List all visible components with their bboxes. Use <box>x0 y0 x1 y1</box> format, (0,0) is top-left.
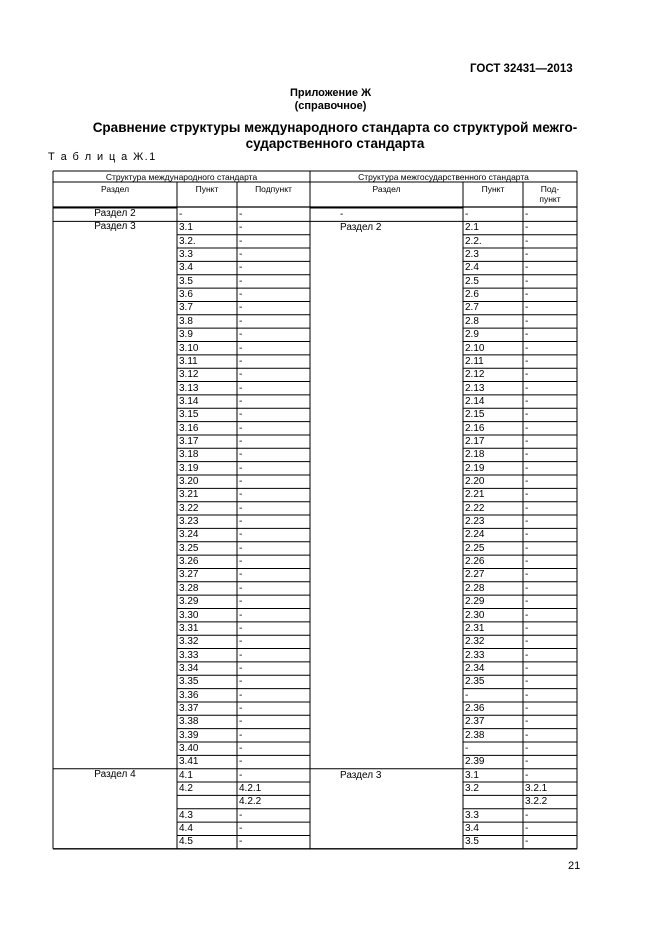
subclause-right-cell: - <box>525 689 529 701</box>
clause-left-cell: 3.13 <box>179 382 199 394</box>
subclause-left-cell: - <box>239 382 243 394</box>
subclause-left-cell: - <box>239 716 243 728</box>
subclause-left-cell: - <box>239 435 243 447</box>
clause-right-cell: 3.1 <box>465 769 479 781</box>
column-header-clause-left: Пункт <box>195 184 219 194</box>
subclause-right-cell: - <box>525 502 529 514</box>
subclause-right-cell: - <box>525 315 529 327</box>
subclause-right-cell: - <box>525 769 529 781</box>
clause-left-cell: 3.2. <box>179 235 196 247</box>
clause-right-cell: 3.5 <box>465 836 479 848</box>
clause-left-cell: 3.9 <box>179 329 193 341</box>
clause-left-cell: 3.3 <box>179 249 193 261</box>
subclause-right-cell: - <box>525 516 529 528</box>
group-header-interstate: Структура межгосударственного стандарта <box>358 172 529 182</box>
subclause-right-cell: - <box>525 382 529 394</box>
subclause-right-cell: - <box>525 649 529 661</box>
clause-left-cell: 3.31 <box>179 622 199 634</box>
subclause-left-cell: 4.2.2 <box>239 796 262 808</box>
clause-right-cell: 2.23 <box>465 516 485 528</box>
appendix-subtitle: (справочное) <box>294 100 367 112</box>
subclause-right-cell: - <box>525 622 529 634</box>
clause-right-cell: 2.17 <box>465 435 485 447</box>
clause-left-cell: 3.23 <box>179 516 199 528</box>
subclause-left-cell: - <box>239 489 243 501</box>
subclause-right-cell: - <box>525 462 529 474</box>
clause-right-cell: 2.38 <box>465 729 485 741</box>
clause-left-cell: 3.16 <box>179 422 199 434</box>
subclause-left-cell: - <box>239 823 243 835</box>
subclause-left-cell: - <box>239 302 243 314</box>
subclause-right-cell: - <box>525 676 529 688</box>
clause-right-cell: 2.12 <box>465 369 485 381</box>
subclause-right-cell: - <box>525 355 529 367</box>
clause-right-cell: 2.6 <box>465 289 479 301</box>
subclause-left-cell: - <box>239 222 243 234</box>
subclause-right-cell: - <box>525 409 529 421</box>
clause-left-cell: 3.38 <box>179 716 199 728</box>
column-header-section-left: Раздел <box>100 184 130 194</box>
clause-left-cell: 3.21 <box>179 489 199 501</box>
subclause-right-cell: - <box>525 756 529 768</box>
subclause-right-cell: - <box>525 489 529 501</box>
subclause-right-cell: - <box>525 209 529 220</box>
section-left-cell: Раздел 2 <box>94 208 136 219</box>
clause-left-cell: 3.36 <box>179 689 199 701</box>
column-header-clause-right: Пункт <box>481 184 505 194</box>
subclause-left-cell: - <box>239 596 243 608</box>
clause-right-cell: - <box>465 743 469 754</box>
column-header-section-right: Раздел <box>372 184 401 194</box>
clause-left-cell: 3.7 <box>179 302 193 314</box>
clause-right-cell: 2.36 <box>465 702 485 714</box>
subclause-left-cell: - <box>239 582 243 594</box>
subclause-left-cell: - <box>239 702 243 714</box>
clause-right-cell: 2.16 <box>465 422 485 434</box>
clause-left-cell: 3.41 <box>179 756 199 768</box>
subclause-left-cell: - <box>239 516 243 528</box>
subclause-left-cell: - <box>239 342 243 354</box>
clause-left-cell: 4.5 <box>179 836 193 848</box>
subclause-right-cell: - <box>525 596 529 608</box>
clause-right-cell: 2.32 <box>465 636 485 648</box>
subclause-right-cell: - <box>525 542 529 554</box>
clause-left-cell: 3.4 <box>179 262 193 274</box>
clause-left-cell: 3.12 <box>179 369 199 381</box>
subclause-right-cell: - <box>525 609 529 621</box>
subclause-left-cell: - <box>239 369 243 381</box>
clause-right-cell: 2.19 <box>465 462 485 474</box>
subclause-right-cell: - <box>525 582 529 594</box>
clause-left-cell: 3.37 <box>179 702 199 714</box>
subclause-left-cell: - <box>239 769 243 781</box>
subclause-left-cell: - <box>239 729 243 741</box>
subclause-left-cell: - <box>239 502 243 514</box>
subclause-left-cell: - <box>239 449 243 461</box>
clause-left-cell: 3.6 <box>179 289 193 301</box>
subclause-right-cell: - <box>525 556 529 568</box>
clause-right-cell: 2.28 <box>465 582 485 594</box>
subclause-right-cell: - <box>525 636 529 648</box>
clause-right-cell: 2.31 <box>465 622 485 634</box>
subclause-left-cell: - <box>239 556 243 568</box>
clause-left-cell: 3.20 <box>179 476 199 487</box>
subclause-left-cell: - <box>239 622 243 634</box>
subclause-left-cell: - <box>239 662 243 674</box>
subclause-right-cell: - <box>525 836 529 848</box>
column-header-subclause-left: Подпункт <box>255 184 292 194</box>
clause-right-cell: 2.35 <box>465 676 485 688</box>
group-header-international: Структура международного стандарта <box>105 172 258 182</box>
clause-left-cell: 3.27 <box>179 569 199 581</box>
clause-left-cell: 3.39 <box>179 729 199 741</box>
clause-right-cell: 2.34 <box>465 662 485 674</box>
subclause-right-cell: - <box>525 329 529 341</box>
subclause-right-cell: - <box>525 262 529 274</box>
clause-right-cell: 2.15 <box>465 409 485 421</box>
clause-left-cell: 3.10 <box>179 342 199 354</box>
clause-left-cell: 4.1 <box>179 769 193 781</box>
clause-left-cell: 3.25 <box>179 542 199 554</box>
subclause-left-cell: - <box>239 355 243 367</box>
clause-right-cell: 2.9 <box>465 329 479 341</box>
clause-left-cell: 4.4 <box>179 823 193 835</box>
clause-right-cell: 2.26 <box>465 556 485 568</box>
document-code: ГОСТ 32431—2013 <box>470 63 573 75</box>
clause-right-cell: - <box>465 689 469 701</box>
clause-right-cell: 2.22 <box>465 502 485 514</box>
clause-right-cell: 2.10 <box>465 342 485 354</box>
column-header-subclause-right-2: пункт <box>539 194 561 204</box>
subclause-left-cell: 4.2.1 <box>239 783 262 795</box>
section-right-cell: - <box>340 209 344 220</box>
subclause-left-cell: - <box>239 689 243 701</box>
clause-right-cell: 2.4 <box>465 262 479 274</box>
subclause-left-cell: - <box>239 676 243 688</box>
subclause-left-cell: - <box>239 462 243 474</box>
subclause-right-cell: - <box>525 476 529 487</box>
column-header-subclause-right-1: Под- <box>540 184 560 194</box>
clause-right-cell: 2.20 <box>465 476 485 487</box>
subclause-left-cell: - <box>239 422 243 434</box>
subclause-right-cell: - <box>525 729 529 741</box>
subclause-right-cell: 3.2.1 <box>525 783 548 795</box>
clause-left-cell: 3.40 <box>179 743 199 754</box>
clause-right-cell: 2.27 <box>465 569 485 581</box>
subclause-right-cell: - <box>525 249 529 261</box>
subclause-left-cell: - <box>239 809 243 821</box>
clause-right-cell: 2.2. <box>465 235 482 247</box>
subclause-right-cell: - <box>525 702 529 714</box>
subclause-left-cell: - <box>239 542 243 554</box>
clause-right-cell: 3.3 <box>465 809 479 821</box>
clause-left-cell: 3.5 <box>179 275 193 287</box>
subclause-left-cell: - <box>239 329 243 341</box>
clause-right-cell: 2.24 <box>465 529 485 541</box>
subclause-right-cell: - <box>525 823 529 835</box>
clause-left-cell: 3.29 <box>179 596 199 608</box>
subclause-left-cell: - <box>239 649 243 661</box>
subclause-right-cell: - <box>525 289 529 301</box>
clause-right-cell: 2.8 <box>465 315 479 327</box>
title-line-1: Сравнение структуры международного стандарта со структурой межго- <box>92 120 578 135</box>
subclause-left-cell: - <box>239 235 243 247</box>
clause-left-cell: 3.24 <box>179 529 199 541</box>
subclause-right-cell: - <box>525 435 529 447</box>
subclause-right-cell: 3.2.2 <box>525 796 548 808</box>
clause-right-cell: 3.2 <box>465 783 479 795</box>
subclause-right-cell: - <box>525 569 529 581</box>
subclause-left-cell: - <box>239 315 243 327</box>
clause-left-cell: 3.19 <box>179 462 199 474</box>
clause-right-cell: 2.5 <box>465 275 479 287</box>
clause-left-cell: 3.26 <box>179 556 199 568</box>
subclause-right-cell: - <box>525 235 529 247</box>
clause-left-cell: 3.8 <box>179 315 193 327</box>
section-left-cell: Раздел 3 <box>94 221 136 233</box>
clause-left-cell: 3.33 <box>179 649 199 661</box>
clause-right-cell: 2.39 <box>465 756 485 768</box>
subclause-left-cell: - <box>239 262 243 274</box>
subclause-left-cell: - <box>239 743 243 754</box>
subclause-left-cell: - <box>239 756 243 768</box>
clause-left-cell: 3.1 <box>179 222 193 234</box>
clause-left-cell: 3.15 <box>179 409 199 421</box>
clause-left-cell: 3.28 <box>179 582 199 594</box>
clause-right-cell: 2.18 <box>465 449 485 461</box>
subclause-left-cell: - <box>239 836 243 848</box>
subclause-left-cell: - <box>239 476 243 487</box>
clause-right-cell: 2.11 <box>465 355 484 367</box>
subclause-left-cell: - <box>239 409 243 421</box>
subclause-left-cell: - <box>239 275 243 287</box>
clause-right-cell: 2.33 <box>465 649 485 661</box>
table-caption: Т а б л и ц а Ж.1 <box>48 151 157 163</box>
subclause-right-cell: - <box>525 743 529 754</box>
subclause-left-cell: - <box>239 249 243 261</box>
title-line-2: сударственного стандарта <box>245 136 425 151</box>
clause-right-cell: 2.37 <box>465 716 485 728</box>
subclause-right-cell: - <box>525 422 529 434</box>
clause-right-cell: 2.7 <box>465 302 479 314</box>
clause-left-cell: 4.3 <box>179 809 193 821</box>
clause-left-cell: 3.32 <box>179 636 199 648</box>
clause-left-cell: - <box>179 209 183 220</box>
subclause-left-cell: - <box>239 636 243 648</box>
subclause-left-cell: - <box>239 569 243 581</box>
clause-right-cell: 2.1 <box>465 222 479 234</box>
subclause-right-cell: - <box>525 529 529 541</box>
subclause-right-cell: - <box>525 662 529 674</box>
clause-right-cell: - <box>465 209 469 220</box>
clause-left-cell: 3.22 <box>179 502 199 514</box>
subclause-right-cell: - <box>525 716 529 728</box>
subclause-right-cell: - <box>525 302 529 314</box>
section-right-cell: Раздел 3 <box>340 769 382 781</box>
page-number: 21 <box>568 860 581 872</box>
clause-left-cell: 3.14 <box>179 395 199 407</box>
section-left-cell: Раздел 4 <box>94 768 136 780</box>
clause-right-cell: 2.14 <box>465 395 485 407</box>
subclause-left-cell: - <box>239 209 243 220</box>
subclause-right-cell: - <box>525 342 529 354</box>
subclause-right-cell: - <box>525 809 529 821</box>
subclause-right-cell: - <box>525 449 529 461</box>
clause-left-cell: 3.34 <box>179 662 199 674</box>
clause-right-cell: 3.4 <box>465 823 479 835</box>
clause-right-cell: 2.30 <box>465 609 485 621</box>
clause-left-cell: 4.2 <box>179 783 193 795</box>
subclause-right-cell: - <box>525 395 529 407</box>
subclause-right-cell: - <box>525 369 529 381</box>
clause-left-cell: 3.17 <box>179 435 199 447</box>
subclause-right-cell: - <box>525 222 529 234</box>
clause-right-cell: 2.25 <box>465 542 485 554</box>
clause-right-cell: 2.3 <box>465 249 479 261</box>
clause-right-cell: 2.29 <box>465 596 485 608</box>
subclause-left-cell: - <box>239 289 243 301</box>
subclause-left-cell: - <box>239 609 243 621</box>
subclause-left-cell: - <box>239 395 243 407</box>
subclause-left-cell: - <box>239 529 243 541</box>
clause-left-cell: 3.30 <box>179 609 199 621</box>
appendix-title: Приложение Ж <box>289 87 372 99</box>
clause-left-cell: 3.18 <box>179 449 199 461</box>
clause-right-cell: 2.21 <box>465 489 485 501</box>
clause-right-cell: 2.13 <box>465 382 485 394</box>
clause-left-cell: 3.35 <box>179 676 199 688</box>
section-right-cell: Раздел 2 <box>340 222 382 234</box>
clause-left-cell: 3.11 <box>179 355 198 367</box>
subclause-right-cell: - <box>525 275 529 287</box>
